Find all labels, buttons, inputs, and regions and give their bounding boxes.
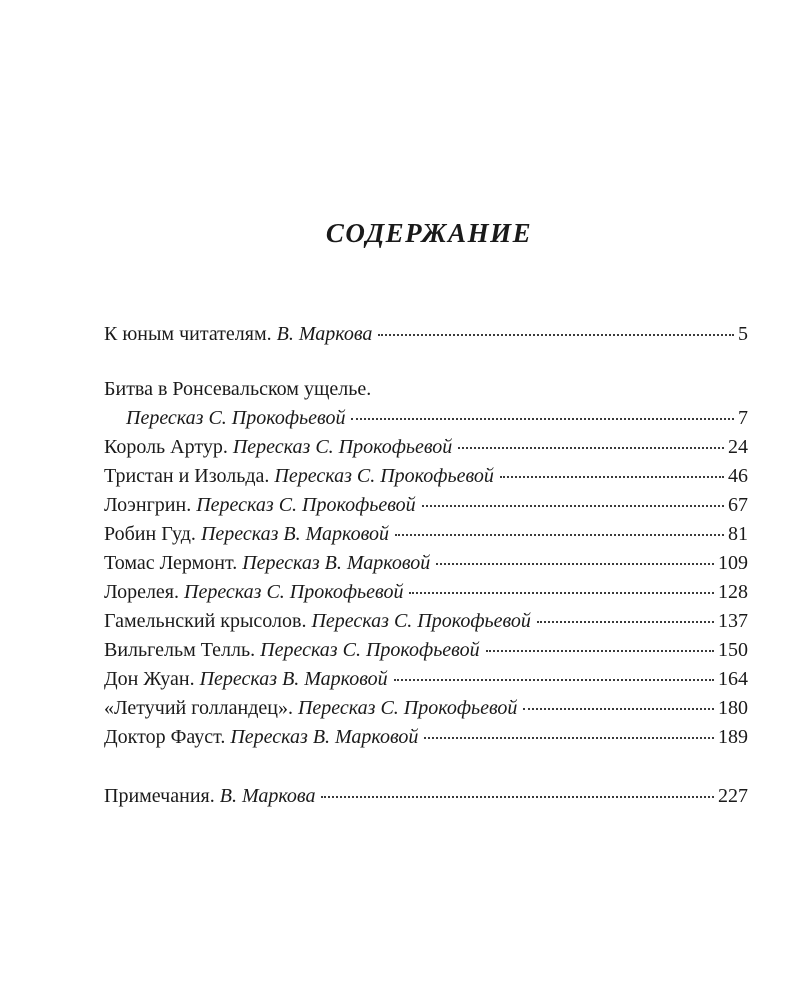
dot-leader: [458, 447, 724, 449]
dot-leader: [537, 621, 714, 623]
toc-entry-author: Пересказ В. Марковой: [200, 523, 390, 545]
dot-leader: [394, 679, 714, 681]
toc-entry-intro[interactable]: [104, 320, 748, 349]
toc-entry[interactable]: [104, 578, 748, 607]
toc-entry[interactable]: [104, 694, 748, 723]
dot-leader: [436, 563, 714, 565]
toc-entry-page: 164: [718, 668, 748, 690]
spacer: [104, 349, 748, 375]
toc-entry-page: 7: [738, 407, 748, 429]
dot-leader: [422, 505, 724, 507]
toc-entry-author: Пересказ С. Прокофьевой: [126, 407, 346, 429]
toc-entry-author: Пересказ С. Прокофьевой: [297, 697, 518, 719]
toc-entry[interactable]: [104, 491, 748, 520]
toc-entry-author: Пересказ В. Марковой: [242, 552, 431, 574]
toc-entry-title: К юным читателям.: [104, 323, 277, 345]
toc-entry-title: «Летучий голландец».: [104, 697, 298, 719]
toc-entry-title: Робин Гуд.: [104, 523, 201, 545]
dot-leader: [523, 708, 714, 710]
toc-entry-title: Король Артур.: [104, 436, 233, 458]
toc-entry-page: 81: [728, 523, 748, 545]
dot-leader: [409, 592, 714, 594]
toc-entry-page: 24: [728, 436, 748, 458]
toc-entry-author: Пересказ С. Прокофьевой: [311, 610, 531, 632]
toc-entry-author: Пересказ В. Марковой: [230, 726, 419, 748]
toc-entry-page: 150: [718, 639, 748, 661]
toc-entry-page: 128: [718, 581, 748, 603]
toc-entry-title: Доктор Фауст.: [104, 726, 231, 748]
dot-leader: [351, 418, 734, 420]
toc-entry-author: Пересказ В. Марковой: [199, 668, 388, 690]
dot-leader: [321, 796, 714, 798]
toc-entry-title: Лорелея.: [104, 581, 184, 603]
toc-entry[interactable]: [104, 433, 748, 462]
toc-entry-author: Пересказ С. Прокофьевой: [260, 639, 480, 661]
toc-entry[interactable]: [104, 549, 748, 578]
toc-entry-author: Пересказ С. Прокофьевой: [184, 581, 404, 603]
toc-entry-author: В. Маркова: [276, 323, 373, 345]
toc-entry-page: 137: [718, 610, 748, 632]
toc-group-heading: Битва в Ронсевальском ущелье.: [104, 378, 372, 400]
toc-entry-page: 67: [728, 494, 748, 516]
toc-entry[interactable]: [104, 607, 748, 636]
toc-entry-title: Гамельнский крысолов.: [104, 610, 312, 632]
toc-entry-title: Тристан и Изольда.: [104, 465, 275, 487]
table-of-contents: [104, 320, 748, 811]
toc-entry[interactable]: [104, 636, 748, 665]
toc-entry-page: 46: [728, 465, 748, 487]
page-title: СОДЕРЖАНИЕ: [325, 218, 533, 248]
toc-entry-title: Дон Жуан.: [104, 668, 200, 690]
toc-entry[interactable]: [104, 665, 748, 694]
toc-entry-page: 5: [738, 323, 748, 345]
toc-entry-author: В. Маркова: [219, 785, 316, 807]
toc-entry-page: 180: [718, 697, 748, 719]
toc-entry-page: 189: [718, 726, 748, 748]
dot-leader: [486, 650, 714, 652]
toc-entry[interactable]: [104, 404, 748, 433]
toc-entry-title: Вильгельм Телль.: [104, 639, 261, 661]
toc-entry-notes[interactable]: [104, 782, 748, 811]
toc-entry-page: 227: [718, 785, 748, 807]
toc-entry[interactable]: [104, 520, 748, 549]
toc-entry[interactable]: [104, 723, 748, 752]
toc-entry-author: Пересказ С. Прокофьевой: [274, 465, 494, 487]
toc-entry-page: 109: [718, 552, 748, 574]
spacer: [104, 752, 748, 782]
toc-entry-title: Лоэнгрин.: [104, 494, 197, 516]
dot-leader: [395, 534, 724, 536]
toc-entry[interactable]: [104, 462, 748, 491]
dot-leader: [378, 334, 734, 336]
dot-leader: [500, 476, 724, 478]
toc-entry-author: Пересказ С. Прокофьевой: [232, 436, 453, 458]
dot-leader: [424, 737, 714, 739]
toc-entry-author: Пересказ С. Прокофьевой: [196, 494, 416, 516]
toc-entry-title: Примечания.: [104, 785, 220, 807]
toc-entry-title: Томас Лермонт.: [104, 552, 243, 574]
